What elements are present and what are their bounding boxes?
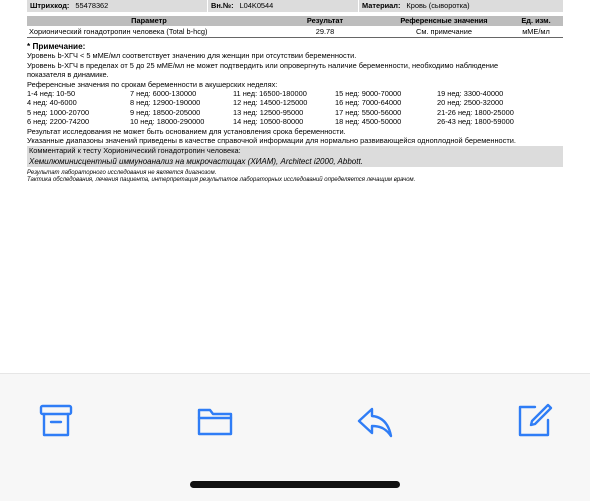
week-range: 5 нед: 1000-20700 [27, 107, 90, 117]
barcode-value: 55478362 [75, 1, 109, 11]
note-line: Результат исследования не может быть основанием для установления срока беременности. [27, 126, 346, 136]
week-range: 20 нед: 2500-32000 [437, 98, 504, 108]
column-header-unit: Ед. изм. [521, 16, 551, 26]
week-range: 15 нед: 9000-70000 [335, 89, 402, 99]
row-unit: мМЕ/мл [522, 26, 550, 36]
reference-title: Референсные значения по срокам беременности в акушерских неделях: [27, 79, 278, 89]
week-range: 11 нед: 16500-180000 [233, 89, 307, 99]
comment-method: Хемилюминисцентный иммуноанализ на микрочастицах (ХИАМ), Architect i2000, Abbott. [29, 156, 363, 166]
week-range: 1-4 нед: 10-50 [27, 89, 76, 99]
results-table-header [27, 16, 563, 26]
test-comment-box [27, 146, 563, 166]
week-range: 13 нед: 12500-95000 [233, 107, 304, 117]
week-range: 9 нед: 18500-205000 [130, 107, 201, 117]
week-range: 18 нед: 4500-50000 [335, 117, 402, 127]
week-range: 21-26 нед: 1800-25000 [437, 107, 514, 117]
disclaimer-line: Результат лабораторного исследования не является диагнозом. [27, 169, 217, 176]
note-line: Указанные диапазоны значений приведены в качестве справочной информации для нормально развивающейся одноплодной беременности. [27, 136, 516, 146]
note-line: Уровень b-ХГЧ в пределах от 5 до 25 мМЕ/мл не может подтвердить или опровергнуть наличие беременности, необходимо наблюдение [27, 60, 499, 70]
reply-icon[interactable] [355, 401, 395, 441]
folder-icon[interactable] [195, 401, 235, 441]
week-range: 26-43 нед: 1800-59000 [437, 117, 514, 127]
lab-report-document [27, 0, 563, 185]
disclaimer-line: Тактика обследования, лечения пациента, интерпретация результатов лабораторных исследований определяется лечащим врачом. [27, 177, 416, 184]
home-indicator[interactable] [190, 481, 400, 488]
note-line: показателя в динамике. [27, 70, 109, 80]
compose-icon[interactable] [514, 401, 554, 441]
material-value: Кровь (сыворотка) [406, 1, 470, 11]
report-header-row [27, 0, 563, 12]
column-header-reference: Референсные значения [400, 16, 488, 26]
column-header-result: Результат [306, 16, 344, 26]
column-header-parameter: Параметр [131, 16, 167, 26]
inner-number-value: L04K0544 [239, 1, 274, 11]
table-row [27, 26, 563, 38]
inner-number-label: Вн.№: [211, 1, 234, 11]
row-result: 29.78 [315, 26, 335, 36]
note-line: Уровень b-ХГЧ < 5 мМЕ/мл соответствует значению для женщин при отсутствии беременности. [27, 51, 357, 61]
week-range: 10 нед: 18000-290000 [130, 117, 205, 127]
barcode-cell [27, 0, 207, 12]
barcode-label: Штрихкод: [30, 1, 70, 11]
week-range: 17 нед: 5500-56000 [335, 107, 402, 117]
bottom-toolbar [0, 373, 590, 501]
material-label: Материал: [362, 1, 401, 11]
material-cell [358, 0, 563, 12]
row-reference: См. примечание [416, 26, 472, 36]
row-parameter: Хорионический гонадотропин человека (Total b-hcg) [29, 26, 208, 36]
inner-number-cell [207, 0, 358, 12]
week-range: 8 нед: 12900-190000 [130, 98, 201, 108]
week-range: 6 нед: 2200-74200 [27, 117, 90, 127]
comment-title: Комментарий к тесту Хорионический гонадотропин человека: [29, 146, 241, 156]
archive-icon[interactable] [36, 401, 76, 441]
week-range: 12 нед: 14500-125000 [233, 98, 308, 108]
weeks-reference-grid [27, 89, 563, 127]
week-range: 4 нед: 40-6000 [27, 98, 77, 108]
week-range: 16 нед: 7000-64000 [335, 98, 402, 108]
week-range: 14 нед: 10500-80000 [233, 117, 304, 127]
week-range: 19 нед: 3300-40000 [437, 89, 504, 99]
week-range: 7 нед: 6000-130000 [130, 89, 197, 99]
note-title: * Примечание: [27, 42, 86, 51]
